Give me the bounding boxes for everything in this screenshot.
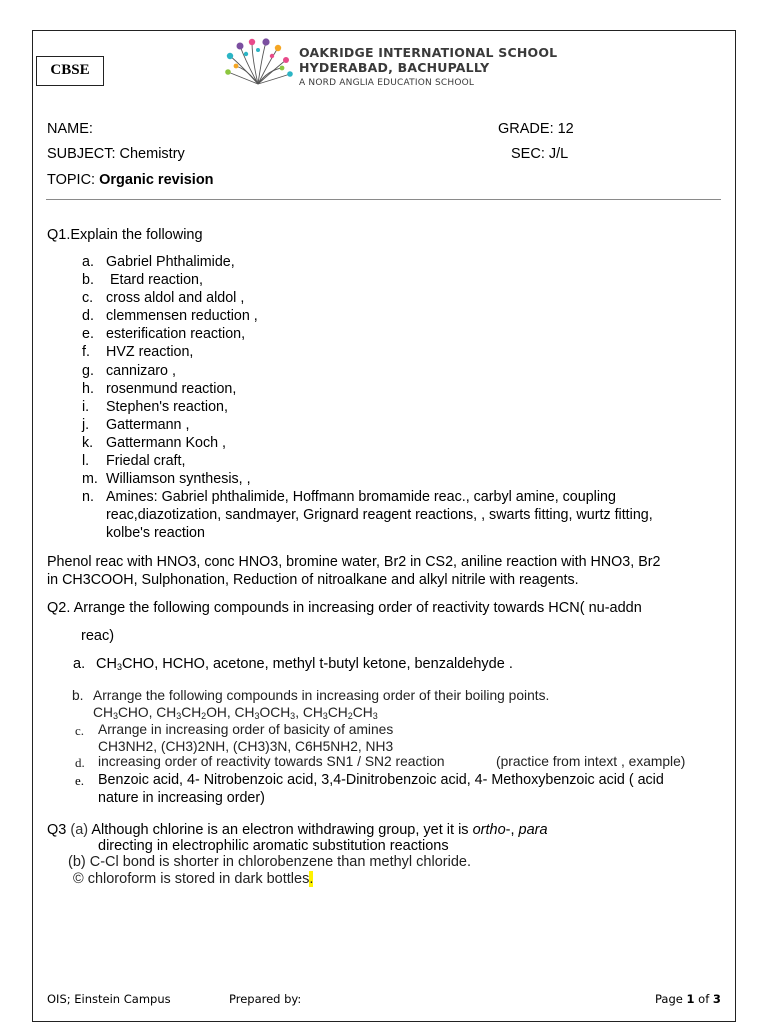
- school-logo-icon: [222, 36, 294, 88]
- footer-campus: OIS; Einstein Campus: [47, 992, 171, 1006]
- school-location: HYDERABAD, BACHUPALLY: [299, 60, 490, 75]
- q2-c-marker: c.: [75, 723, 85, 738]
- topic-value: Organic revision: [99, 172, 214, 188]
- q2-e-text: Benzoic acid, 4- Nitrobenzoic acid, 3,4-Dinitrobenzoic acid, 4- Methoxybenzoic acid ( acid nature in increasing order): [98, 772, 664, 806]
- q2-b-marker: b.: [72, 688, 84, 703]
- q3-a-line1: Q3 (a) Although chlorine is an electron withdrawing group, yet it is ortho-, para: [47, 822, 548, 838]
- topic-line: [47, 172, 214, 188]
- header-divider: [46, 199, 721, 200]
- phenol-paragraph: Phenol reac with HNO3, conc HNO3, bromine water, Br2 in CS2, aniline reaction with HNO3, Br2 in CH3COOH, Sulphonation, Reduction of nitroalkane and alkyl nitrile with reagents.: [47, 554, 661, 589]
- q2-title-line2: reac): [81, 628, 115, 644]
- sec-label: SEC: J/L: [511, 146, 569, 162]
- q2-d-note: (practice from intext , example): [496, 754, 686, 769]
- footer-page-number: Page 1 of 3: [655, 992, 721, 1006]
- school-name: OAKRIDGE INTERNATIONAL SCHOOL: [299, 45, 558, 60]
- cbse-badge: CBSE: [36, 56, 104, 86]
- q2-d-text: increasing order of reactivity towards SN1 / SN2 reaction: [98, 754, 445, 769]
- topic-label: TOPIC:: [47, 172, 96, 188]
- q2-c-compounds: CH3NH2, (CH3)2NH, (CH3)3N, C6H5NH2, NH3: [98, 739, 394, 754]
- q2-d-marker: d.: [75, 755, 85, 770]
- q1-title: Q1.Explain the following: [47, 227, 203, 243]
- q2-e-marker: e.: [75, 773, 85, 788]
- q2-b-compounds: $CH_3CHO$, $CH_3CH_2OH$, $CH_3OCH_3$, $CH_3CH_2CH_3$: [93, 705, 378, 721]
- q2-c-text: Arrange in increasing order of basicity of amines: [98, 722, 394, 737]
- footer-prepared: Prepared by:: [229, 992, 302, 1006]
- q2-title-line1: Q2. Arrange the following compounds in increasing order of reactivity towards HCN( nu-addn: [47, 600, 642, 616]
- q2-a-marker: a.: [73, 656, 86, 672]
- q3-b-text: (b) C-Cl bond is shorter in chlorobenzene than methyl chloride.: [68, 854, 471, 870]
- name-label: NAME:: [47, 121, 93, 137]
- q3-c-line: © chloroform is stored in dark bottles.: [73, 871, 314, 887]
- grade-label: GRADE: 12: [498, 121, 574, 137]
- q2-a-compounds: $CH_3CHO$, HCHO, acetone, methyl t-butyl ketone, benzaldehyde .: [96, 656, 513, 672]
- school-tagline: A NORD ANGLIA EDUCATION SCHOOL: [299, 78, 475, 88]
- q3-a-line2: directing in electrophilic aromatic substitution reactions: [98, 838, 449, 854]
- subject-label: SUBJECT: Chemistry: [47, 146, 185, 162]
- q2-b-text: Arrange the following compounds in increasing order of their boiling points.: [93, 688, 550, 703]
- highlight-mark: .: [309, 871, 314, 887]
